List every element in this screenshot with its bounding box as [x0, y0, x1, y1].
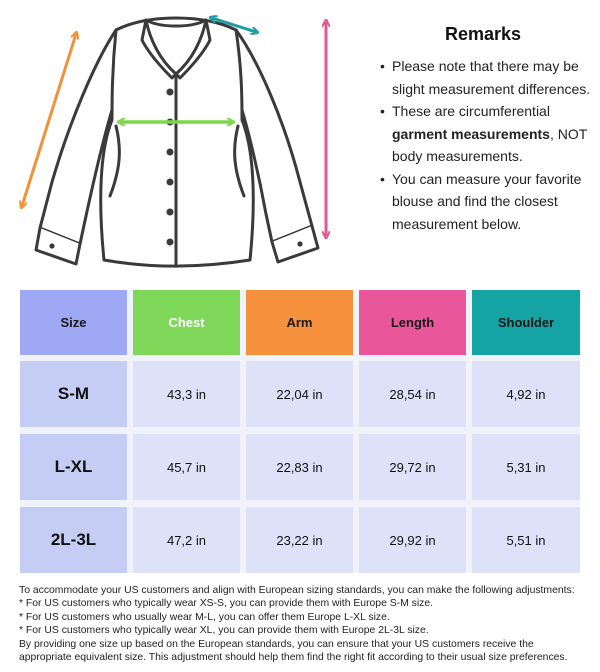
- remarks-list: [372, 55, 594, 235]
- value-cell: 45,7 in: [133, 434, 240, 500]
- footnote-line: By providing one size up based on the European standards, you can ensure that your US customers receive the: [19, 638, 534, 650]
- remark-item: [372, 100, 594, 168]
- footnote-line: * For US customers who typically wear XS-S, you can provide them with Europe S-M size.: [19, 598, 434, 610]
- footnote-line: To accommodate your US customers and align with European sizing standards, you can make the following adjustments:: [19, 585, 575, 596]
- header-length: Length: [359, 290, 466, 355]
- size-cell: S-M: [20, 361, 127, 427]
- remark-item: [372, 168, 594, 236]
- value-cell: 43,3 in: [133, 361, 240, 427]
- footnote-line: appropriate equivalent size. This adjustment should help them find the right fit according to their usual size preferences.: [19, 652, 568, 664]
- value-cell: 22,83 in: [246, 434, 353, 500]
- blouse-illustration: [0, 0, 360, 280]
- remark-text: Please note that there may be slight measurement differences.: [392, 58, 591, 97]
- value-cell: 23,22 in: [246, 507, 353, 573]
- sizing-footnote: [19, 584, 591, 664]
- value-cell: 22,04 in: [246, 361, 353, 427]
- header-chest: Chest: [133, 290, 240, 355]
- header-arm: Arm: [246, 290, 353, 355]
- value-cell: 5,31 in: [472, 434, 580, 500]
- remarks-panel: [372, 24, 594, 235]
- header-shoulder: Shoulder: [472, 290, 580, 355]
- header-size: Size: [20, 290, 127, 355]
- value-cell: 28,54 in: [359, 361, 466, 427]
- remark-text: You can measure your favorite blouse and find the closest measurement below.: [392, 170, 582, 232]
- value-cell: 29,72 in: [359, 434, 466, 500]
- size-chart-table: [20, 290, 580, 573]
- remark-text: , NOT body measurements.: [392, 125, 588, 164]
- remark-item: [372, 55, 594, 100]
- size-cell: 2L-3L: [20, 507, 127, 573]
- remark-text: These are circumferential: [392, 103, 550, 119]
- value-cell: 29,92 in: [359, 507, 466, 573]
- value-cell: 47,2 in: [133, 507, 240, 573]
- blouse-icon: [36, 18, 318, 266]
- size-cell: L-XL: [20, 434, 127, 500]
- remarks-title: Remarks: [444, 24, 522, 44]
- footnote-line: * For US customers who usually wear M-L, you can offer them Europe L-XL size.: [19, 611, 390, 623]
- footnote-line: * For US customers who typically wear XL, you can provide them with Europe 2L-3L size.: [19, 625, 429, 637]
- value-cell: 5,51 in: [472, 507, 580, 573]
- remark-emphasis: garment measurements: [392, 125, 550, 142]
- value-cell: 4,92 in: [472, 361, 580, 427]
